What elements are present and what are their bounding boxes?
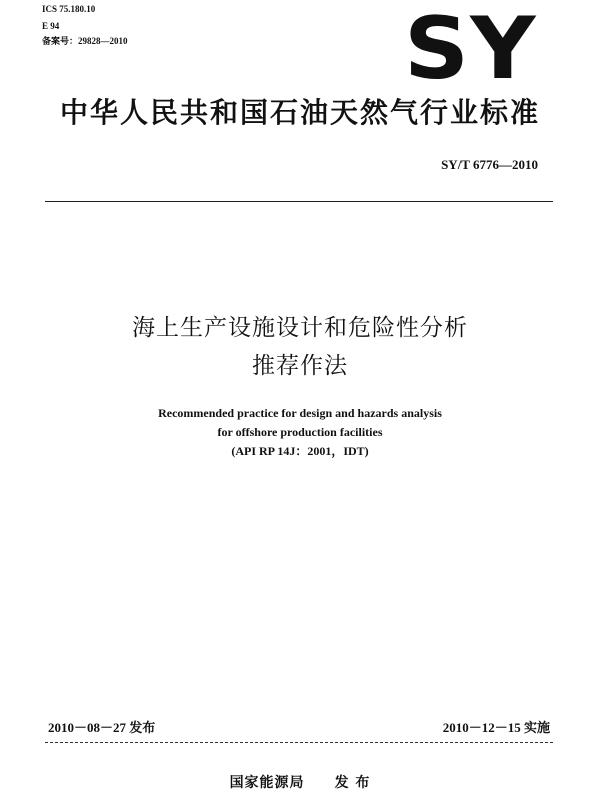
chinese-title-line-2: 推荐作法 bbox=[252, 353, 348, 379]
standard-number: SY/T 6776—2010 bbox=[441, 157, 538, 172]
english-title-line-2: for offshore production facilities bbox=[217, 425, 383, 439]
english-title-line-3: (API RP 14J：2001，IDT) bbox=[231, 444, 369, 458]
bottom-divider bbox=[45, 742, 553, 743]
sy-logo: SY bbox=[404, 0, 537, 99]
chinese-title-line-1: 海上生产设施设计和危险性分析 bbox=[132, 315, 468, 341]
publisher-line bbox=[0, 773, 600, 793]
implementation-date: 2010－12－15 实施 bbox=[442, 720, 550, 735]
publisher-name: 国家能源局 bbox=[229, 775, 305, 791]
issue-date: 2010－08－27 发布 bbox=[48, 720, 156, 735]
english-title-line-1: Recommended practice for design and hazards analysis bbox=[158, 406, 442, 420]
publish-action: 发 布 bbox=[334, 775, 371, 791]
ccs-code: E 94 bbox=[42, 21, 60, 31]
org-title: 中华人民共和国石油天然气行业标准 bbox=[59, 96, 540, 129]
top-divider bbox=[45, 201, 553, 202]
record-number: 备案号：29828—2010 bbox=[42, 36, 128, 46]
ics-code: ICS 75.180.10 bbox=[42, 4, 96, 14]
